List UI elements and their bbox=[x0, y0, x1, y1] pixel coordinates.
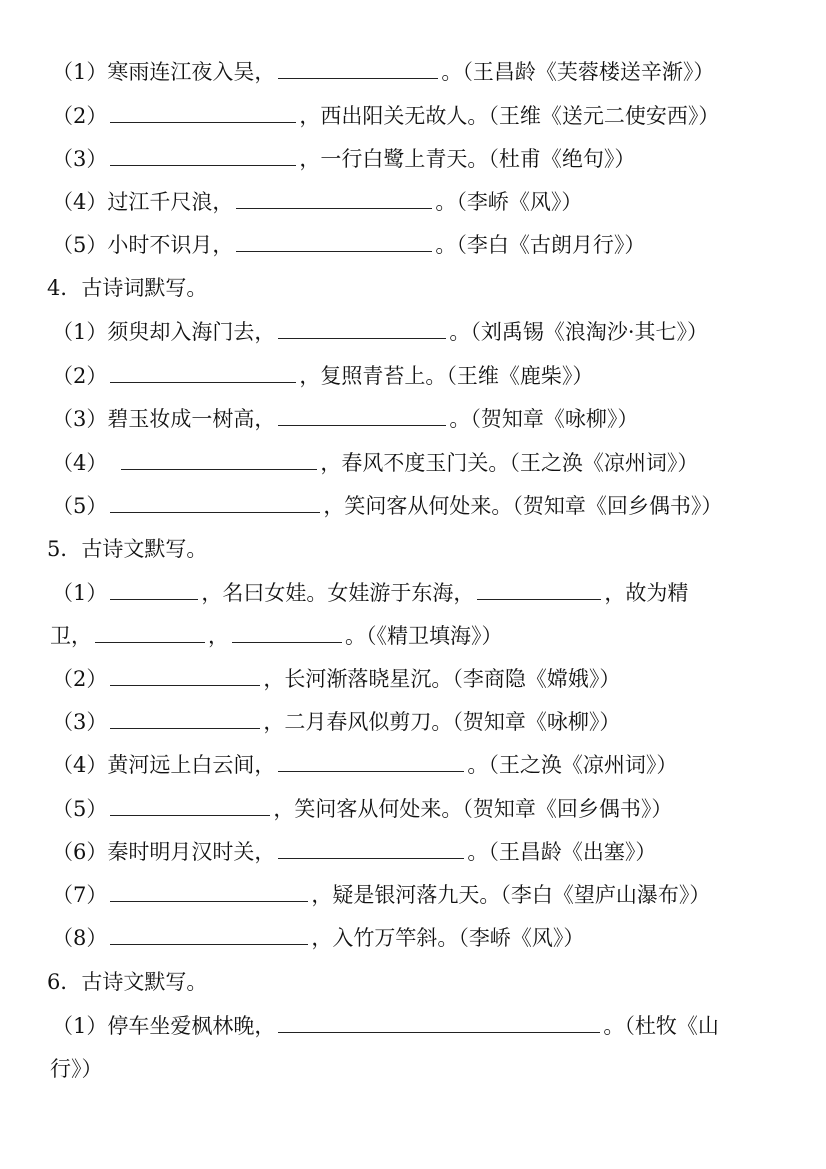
q3-item-4 bbox=[50, 182, 782, 222]
answer-blank[interactable] bbox=[121, 447, 317, 470]
q6-item-1 bbox=[50, 1006, 782, 1046]
poem-text-source: 。（刘禹锡《浪淘沙·其七》） bbox=[449, 320, 709, 344]
poem-text: ，名曰女娃。女娃游于东海， bbox=[201, 581, 475, 605]
q3-item-2 bbox=[50, 96, 782, 136]
poem-text-source: ，二月春风似剪刀。（贺知章《咏柳》） bbox=[263, 710, 621, 734]
q5-item-2 bbox=[50, 659, 782, 699]
q4-item-2 bbox=[50, 356, 782, 396]
q4-item-5 bbox=[50, 486, 782, 526]
item-number: （1） bbox=[52, 581, 108, 605]
q5-item-3 bbox=[50, 702, 782, 742]
answer-blank[interactable] bbox=[110, 143, 296, 166]
q4-heading: 4．古诗词默写。 bbox=[47, 276, 208, 300]
item-number: （5） bbox=[52, 233, 108, 257]
poem-text-source: 。（王之涣《凉州词》） bbox=[467, 753, 678, 777]
q6-heading: 6．古诗文默写。 bbox=[47, 970, 208, 994]
item-number: （8） bbox=[52, 926, 108, 950]
item-number: （1） bbox=[52, 60, 108, 84]
item-number: （1） bbox=[52, 1014, 108, 1038]
answer-blank[interactable] bbox=[278, 749, 464, 772]
poem-text: 过江千尺浪， bbox=[107, 190, 234, 214]
item-number: （4） bbox=[52, 451, 108, 475]
item-number: （4） bbox=[52, 190, 108, 214]
q6-item-1-cont bbox=[50, 1049, 782, 1089]
poem-text: 寒雨连江夜入吴， bbox=[107, 60, 276, 84]
answer-blank[interactable] bbox=[110, 706, 260, 729]
poem-text: 黄河远上白云间， bbox=[107, 753, 276, 777]
answer-blank[interactable] bbox=[278, 56, 438, 79]
item-number: （2） bbox=[52, 104, 108, 128]
poem-text-source: 。（李白《古朗月行》） bbox=[435, 233, 646, 257]
poem-text: 须臾却入海门去， bbox=[107, 320, 276, 344]
poem-text-source: 。（贺知章《咏柳》） bbox=[449, 407, 639, 431]
answer-blank[interactable] bbox=[110, 577, 198, 600]
item-number: （3） bbox=[52, 147, 108, 171]
answer-blank[interactable] bbox=[278, 316, 446, 339]
item-number: （5） bbox=[52, 797, 108, 821]
item-number: （2） bbox=[52, 667, 108, 691]
poem-text-source: 行》） bbox=[50, 1057, 103, 1081]
answer-blank[interactable] bbox=[110, 922, 308, 945]
item-number: （7） bbox=[52, 883, 108, 907]
answer-blank[interactable] bbox=[110, 490, 320, 513]
poem-text-source: ，一行白鹭上青天。（杜甫《绝句》） bbox=[299, 147, 636, 171]
answer-blank[interactable] bbox=[110, 793, 270, 816]
poem-text: ，故为精 bbox=[604, 581, 689, 605]
poem-text: 停车坐爱枫林晚， bbox=[107, 1014, 276, 1038]
item-number: （3） bbox=[52, 407, 108, 431]
q3-item-5 bbox=[50, 225, 782, 265]
q5-item-6 bbox=[50, 832, 782, 872]
poem-text: 卫， bbox=[50, 624, 92, 648]
poem-text-source: ，复照青苔上。（王维《鹿柴》） bbox=[299, 364, 594, 388]
answer-blank[interactable] bbox=[236, 186, 432, 209]
answer-blank[interactable] bbox=[278, 836, 464, 859]
q5-item-1-cont bbox=[50, 616, 782, 656]
q5-item-4 bbox=[50, 745, 782, 785]
q4-item-3 bbox=[50, 399, 782, 439]
q5-item-1 bbox=[50, 573, 782, 613]
poem-text-source: 。（《精卫填海》） bbox=[345, 624, 503, 648]
poem-text-source: ，西出阳关无故人。（王维《送元二使安西》） bbox=[299, 104, 720, 128]
q3-item-1 bbox=[50, 52, 782, 92]
answer-blank[interactable] bbox=[110, 879, 308, 902]
poem-text-source: ，入竹万竿斜。（李峤《风》） bbox=[311, 926, 585, 950]
answer-blank[interactable] bbox=[278, 1010, 600, 1033]
q5-item-5 bbox=[50, 789, 782, 829]
answer-blank[interactable] bbox=[110, 360, 296, 383]
item-number: （6） bbox=[52, 840, 108, 864]
poem-text-source: ，笑问客从何处来。（贺知章《回乡偶书》） bbox=[323, 494, 723, 518]
q5-heading: 5．古诗文默写。 bbox=[47, 537, 208, 561]
q5-item-8 bbox=[50, 918, 782, 958]
answer-blank[interactable] bbox=[278, 403, 446, 426]
q4-item-4 bbox=[50, 443, 782, 483]
poem-text-source: 。（王昌龄《出塞》） bbox=[467, 840, 657, 864]
poem-text-source: ，笑问客从何处来。（贺知章《回乡偶书》） bbox=[273, 797, 673, 821]
poem-text: 碧玉妆成一树高， bbox=[107, 407, 276, 431]
answer-blank[interactable] bbox=[232, 620, 342, 643]
answer-blank[interactable] bbox=[110, 663, 260, 686]
answer-blank[interactable] bbox=[95, 620, 205, 643]
poem-text: 秦时明月汉时关， bbox=[107, 840, 276, 864]
separator: ， bbox=[208, 624, 229, 648]
item-number: （4） bbox=[52, 753, 108, 777]
answer-blank[interactable] bbox=[236, 229, 432, 252]
q3-item-3 bbox=[50, 139, 782, 179]
poem-text-source: ，春风不度玉门关。（王之涣《凉州词》） bbox=[320, 451, 699, 475]
poem-text-source: 。（李峤《风》） bbox=[435, 190, 583, 214]
answer-blank[interactable] bbox=[110, 100, 296, 123]
poem-text-source: ，疑是银河落九天。（李白《望庐山瀑布》） bbox=[311, 883, 711, 907]
poem-text-source: 。（王昌龄《芙蓉楼送辛渐》） bbox=[441, 60, 715, 84]
q4-item-1 bbox=[50, 312, 782, 352]
item-number: （1） bbox=[52, 320, 108, 344]
poem-text: 小时不识月， bbox=[107, 233, 234, 257]
poem-text-source: ，长河渐落晓星沉。（李商隐《嫦娥》） bbox=[263, 667, 621, 691]
item-number: （3） bbox=[52, 710, 108, 734]
item-number: （5） bbox=[52, 494, 108, 518]
q5-item-7 bbox=[50, 875, 782, 915]
answer-blank[interactable] bbox=[477, 577, 601, 600]
poem-text-source: 。（杜牧《山 bbox=[603, 1014, 719, 1038]
item-number: （2） bbox=[52, 364, 108, 388]
